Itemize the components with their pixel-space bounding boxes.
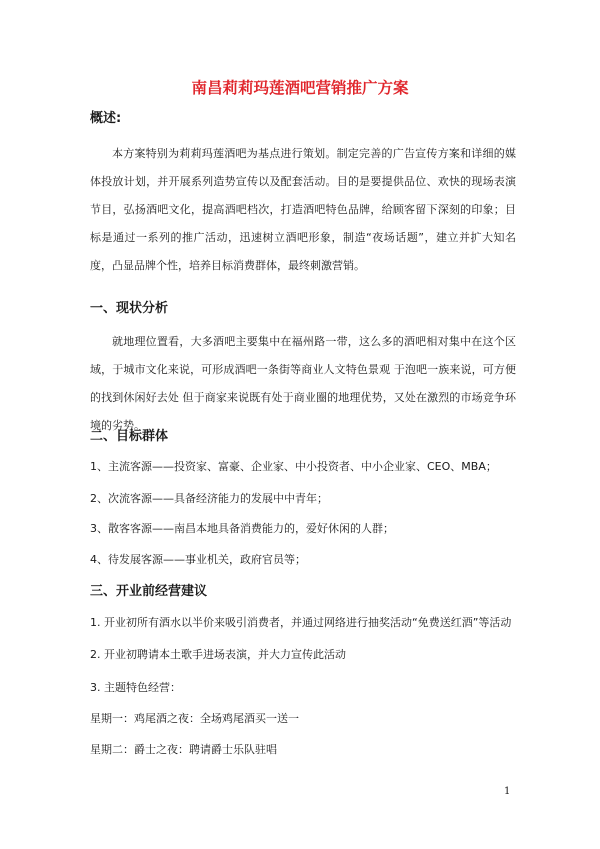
section-heading-target-group: 二、目标群体 <box>90 429 169 444</box>
page-number: 1 <box>504 786 511 797</box>
target-group-item-3: 3、散客客源——南昌本地具备消费能力的，爱好休闲的人群； <box>90 522 394 535</box>
section-heading-current-analysis: 一、现状分析 <box>90 301 169 316</box>
target-group-item-4: 4、待发展客源——事业机关，政府官员等； <box>90 553 306 566</box>
overview-paragraph: 本方案特别为莉莉玛莲酒吧为基点进行策划。制定完善的广告宣传方案和详细的媒体投放计划，并开展系列造势宣传以及配套活动。目的是要提供品位、欢快的现场表演节目，弘扬酒吧文化，提高酒吧档次，打造酒吧特色品牌，给顾客留下深刻的印象；目标是通过一系列的推广活动，迅速树立酒吧形象，制造“夜场话题”，建立并扩大知名度，凸显品牌个性，培养目标消费群体，最终刺激营销。 <box>90 147 516 272</box>
advice-item-3: 3. 主题特色经营： <box>90 681 181 694</box>
target-group-item-2: 2、次流客源——具备经济能力的发展中中青年； <box>90 492 328 505</box>
section-heading-pre-opening-advice: 三、开业前经营建议 <box>90 584 208 599</box>
document-title: 南昌莉莉玛莲酒吧营销推广方案 <box>191 79 409 97</box>
current-analysis-paragraph: 就地理位置看，大多酒吧主要集中在福州路一带，这么多的酒吧相对集中在这个区域，于城市文化来说，可形成酒吧一条街等商业人文特色景观 于泡吧一族来说，可方便的找到休闲好去处 但于商家来说既有处于商业圈的地理优势，又处在激烈的市场竞争环境的劣势。 <box>90 335 516 432</box>
schedule-tuesday: 星期二：爵士之夜：聘请爵士乐队驻唱 <box>90 743 277 756</box>
advice-item-1: 1. 开业初所有酒水以半价来吸引消费者，并通过网络进行抽奖活动“免费送红酒”等活动 <box>90 616 512 629</box>
advice-item-2: 2. 开业初聘请本土歌手进场表演，并大力宣传此活动 <box>90 648 346 661</box>
schedule-monday: 星期一：鸡尾酒之夜：全场鸡尾酒买一送一 <box>90 712 299 725</box>
overview-heading: 概述: <box>90 111 122 126</box>
target-group-item-1: 1、主流客源——投资家、富豪、企业家、中小投资者、中小企业家、CEO、MBA； <box>90 460 497 473</box>
